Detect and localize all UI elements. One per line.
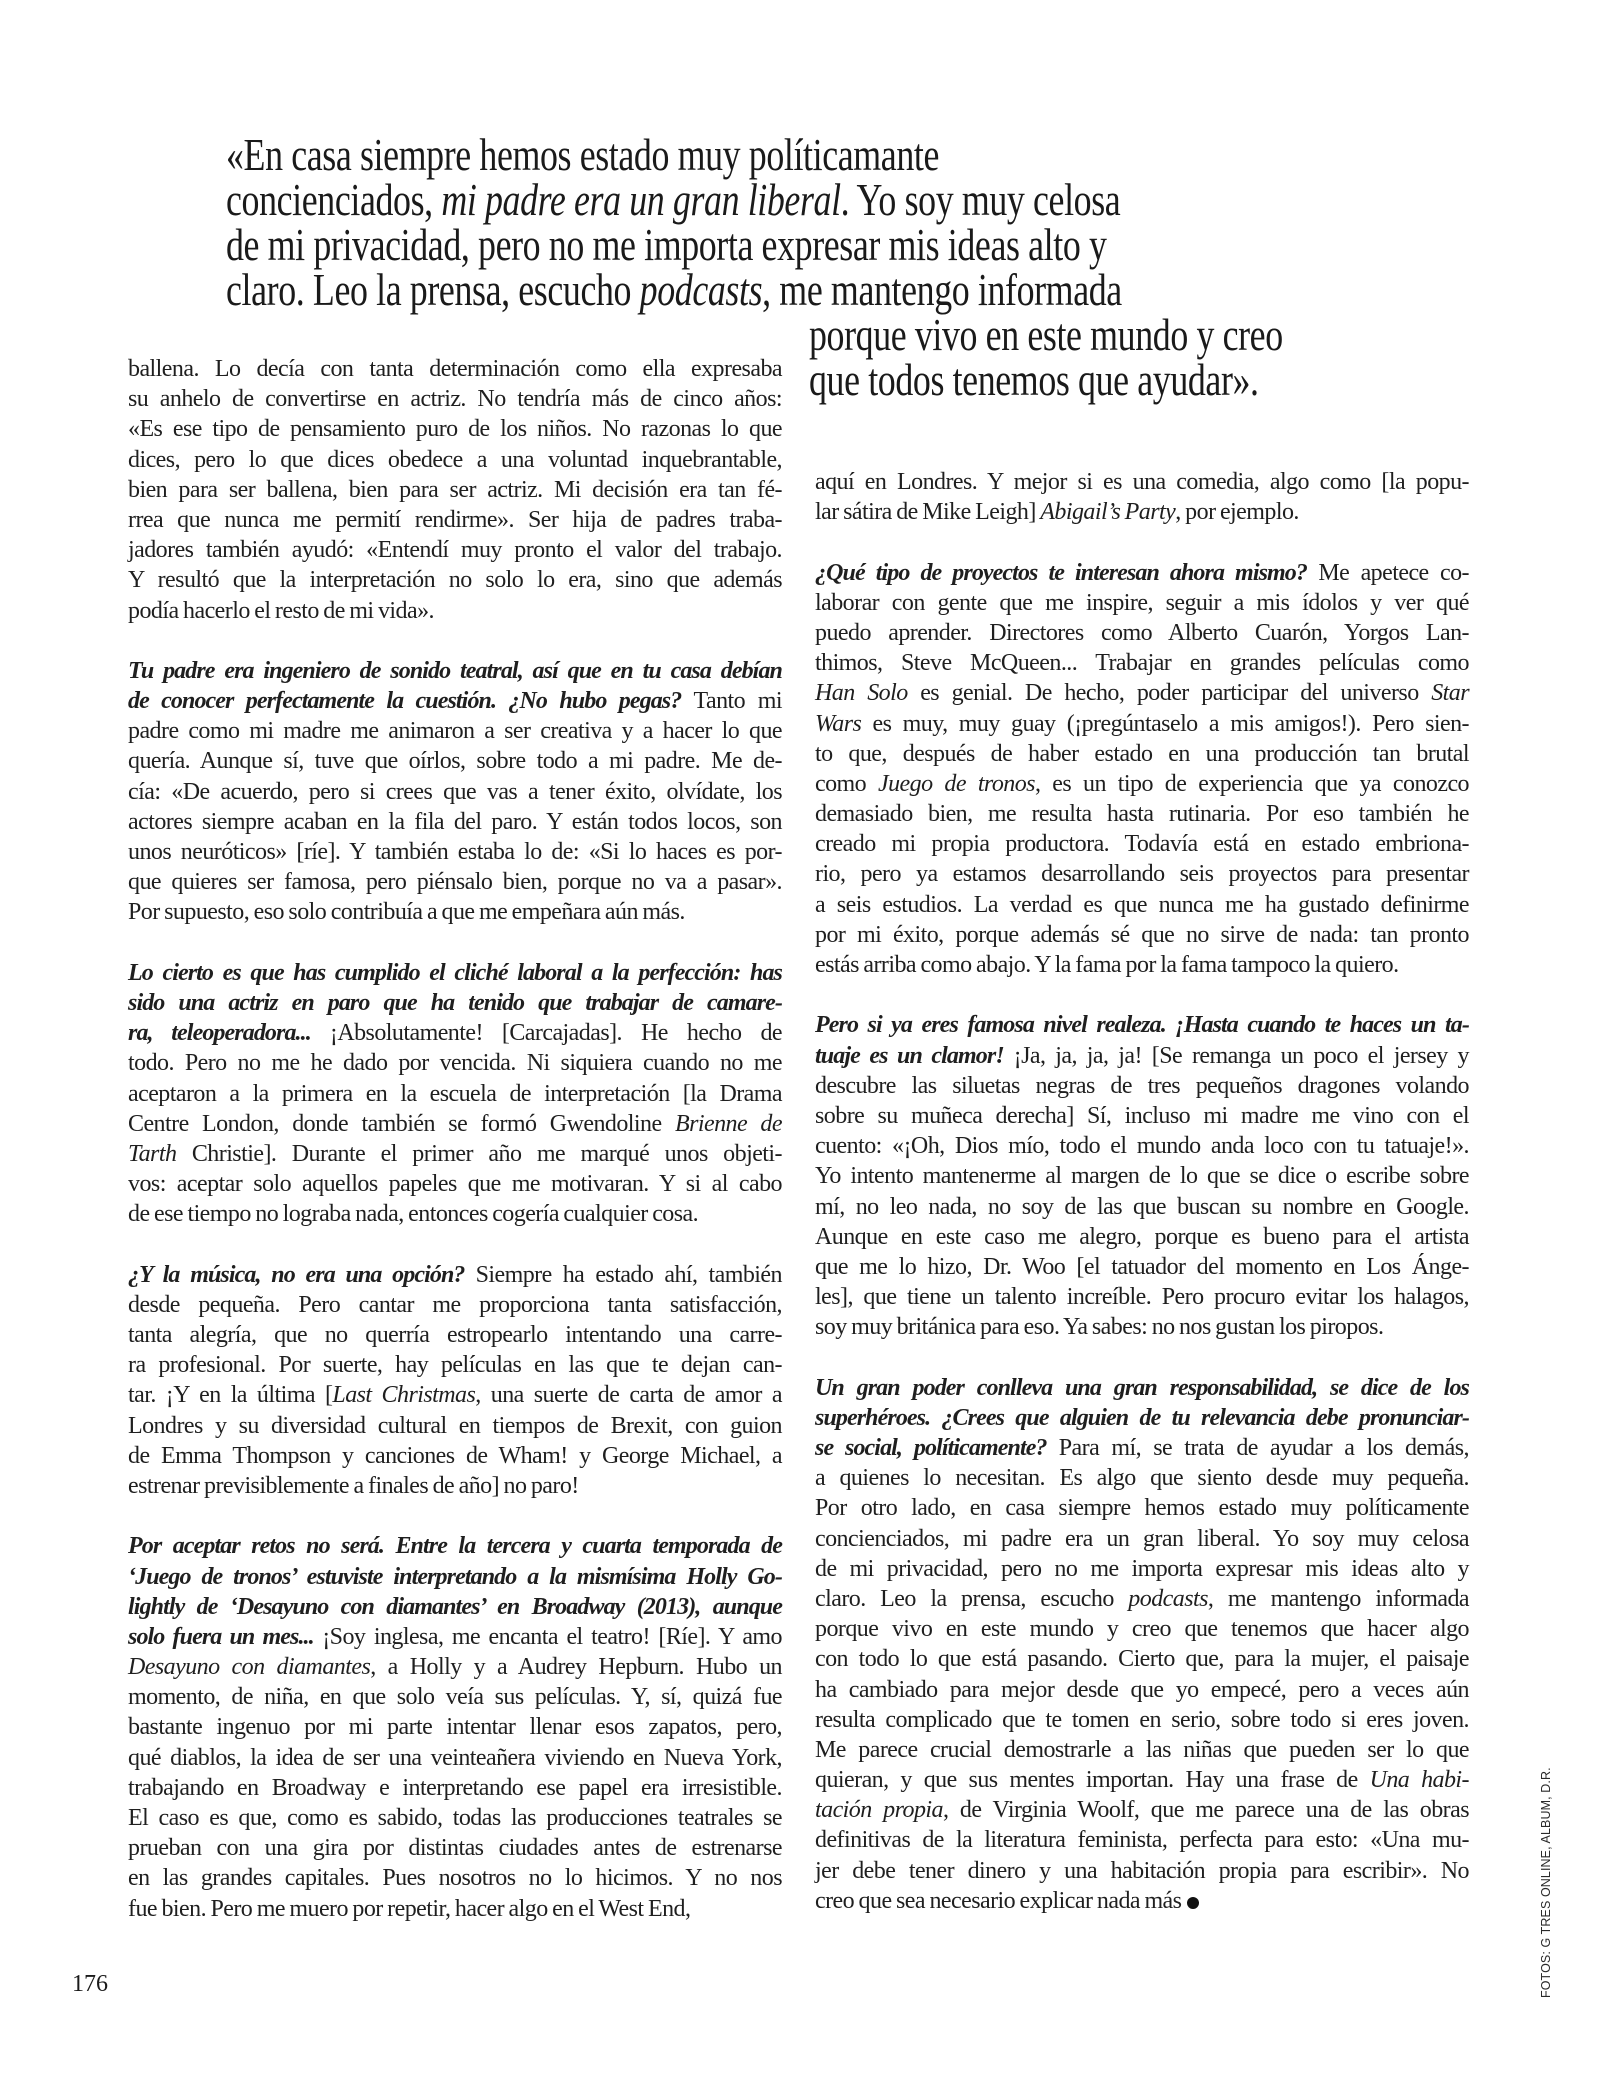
body-text: de mi privacidad, pero no me importa expresar mis ideas alto y [815, 1555, 1469, 1582]
text-line [128, 1079, 782, 1109]
text-line [815, 1403, 1469, 1433]
body-text: Yo intento mantenerme al margen de lo que se dice o escribe sobre [815, 1163, 1469, 1190]
body-text: , por ejemplo. [1175, 499, 1299, 526]
pull-quote-text: «En casa siempre hemos estado muy políticamante [226, 129, 940, 180]
body-text: Y resultó que la interpretación no solo lo era, sino que además [128, 567, 782, 594]
text-line [128, 1441, 782, 1471]
body-text: Tanto mi [681, 688, 782, 715]
text-line [128, 686, 782, 716]
pull-quote-text: que todos tenemos que ayudar». [809, 354, 1259, 405]
body-text: «Es ese tipo de pensamiento puro de los niños. No razonas lo que [128, 416, 782, 443]
interview-question-text: solo fuera un mes... [128, 1623, 314, 1650]
pull-quote-italic-text: podcasts [639, 264, 763, 315]
body-text: tar. ¡Y en la última [ [128, 1382, 333, 1409]
body-text: trabajando en Broadway e interpretando ese papel era irresistible. [128, 1774, 782, 1801]
text-line [128, 1471, 782, 1501]
text-line [128, 746, 782, 776]
body-text: Centre London, donde también se formó Gwendoline [128, 1110, 675, 1137]
text-line [128, 716, 782, 746]
text-line [815, 890, 1469, 920]
body-text: desde pequeña. Pero cantar me proporciona tanta satisfacción, [128, 1291, 782, 1318]
text-line [815, 920, 1469, 950]
text-line [128, 807, 782, 837]
body-text: qué diablos, la idea de ser una veinteañera viviendo en Nueva York, [128, 1744, 782, 1771]
text-line [128, 958, 782, 988]
text-line [128, 1773, 782, 1803]
interview-question-text: Por aceptar retos no será. Entre la tercera y cuarta temporada de [128, 1533, 782, 1560]
body-text: bastante ingenuo por mi parte intentar llenar esos zapatos, pero, [128, 1714, 782, 1741]
body-text: creo que sea necesario explicar nada más [815, 1887, 1182, 1914]
text-line [128, 1863, 782, 1893]
pull-quote-text: concienciados, [226, 174, 442, 225]
body-text: ra profesional. Por suerte, hay películas en las que te dejan can- [128, 1352, 782, 1379]
text-line [815, 1584, 1469, 1614]
text-line [815, 950, 1469, 980]
text-line [815, 1735, 1469, 1765]
text-line [128, 535, 782, 565]
body-text: thimos, Steve McQueen... Trabajar en grandes películas como [815, 650, 1469, 677]
text-line [128, 988, 782, 1018]
body-text: rrea que nunca me permití rendirme». Ser hija de padres traba- [128, 506, 782, 533]
body-text: demasiado bien, me resulta hasta rutinaria. Por eso también he [815, 801, 1469, 828]
body-text: de Emma Thompson y canciones de Wham! y George Michael, a [128, 1442, 782, 1469]
body-text: quieran, y que sus mentes importan. Hay una frase de [815, 1767, 1370, 1794]
body-text: porque vivo en este mundo y creo que tenemos que hacer algo [815, 1616, 1469, 1643]
text-line [128, 1169, 782, 1199]
body-text: , me mantengo informada [1207, 1585, 1469, 1612]
text-line [815, 1705, 1469, 1735]
italic-title-text: Una habi- [1369, 1767, 1469, 1794]
text-line [128, 1018, 782, 1048]
text-line [815, 799, 1469, 829]
italic-title-text: Desayuno con diamantes [128, 1654, 371, 1681]
text-line [815, 1795, 1469, 1825]
article-paragraph [815, 558, 1469, 981]
body-text: es genial. De hecho, poder participar del universo [907, 680, 1432, 707]
body-text: Me parece crucial demostrarle a las niñas que pueden ser lo que [815, 1736, 1469, 1763]
body-text: lar sátira de Mike Leigh] [815, 499, 1041, 526]
text-line [128, 1350, 782, 1380]
text-line [128, 1380, 782, 1410]
body-text: estrenar previsiblemente a finales de año] no paro! [128, 1472, 579, 1499]
text-line [128, 384, 782, 414]
body-text: ballena. Lo decía con tanta determinación como ella expresaba [128, 356, 782, 382]
body-text: to que, después de haber estado en una producción tan brutal [815, 740, 1469, 767]
text-line [815, 497, 1469, 527]
italic-title-text: tación propia [815, 1797, 943, 1824]
interview-question-text: Pero si ya eres famosa nivel realeza. ¡Hasta cuando te haces un ta- [815, 1012, 1469, 1039]
interview-question-text: se social, políticamente? [815, 1435, 1047, 1461]
pull-quote-line [226, 174, 1201, 225]
body-text: podía hacerlo el resto de mi vida». [128, 597, 434, 624]
text-line [128, 1109, 782, 1139]
text-line [815, 467, 1469, 497]
body-text: cuento: «¡Oh, Dios mío, todo el mundo anda loco con tu tatuaje!». [815, 1133, 1469, 1160]
body-text: , de Virginia Woolf, que me parece una de las obras [942, 1797, 1469, 1824]
interview-question-text: Tu padre era ingeniero de sonido teatral, así que en tu casa debían [128, 657, 782, 684]
text-line [128, 1562, 782, 1592]
pull-quote-line [809, 309, 1329, 360]
body-text: bien para ser ballena, bien para ser actriz. Mi decisión era tan fé- [128, 476, 782, 503]
text-line [128, 445, 782, 475]
text-line [815, 1222, 1469, 1252]
text-line [128, 837, 782, 867]
body-text: es muy, muy guay (¡pregúntaselo a mis amigos!). Pero sien- [861, 710, 1469, 737]
interview-question-text: ra, teleoperadora... [128, 1020, 311, 1047]
text-line [128, 1833, 782, 1863]
pull-quote-text: . Yo soy muy celosa [840, 174, 1121, 225]
body-text: con todo lo que está pasando. Cierto que, para la mujer, el paisaje [815, 1646, 1469, 1673]
body-text: tanta alegría, que no querría estropearlo intentando una carre- [128, 1322, 782, 1348]
body-text: soy muy británica para eso. Ya sabes: no nos gustan los piropos. [815, 1314, 1384, 1341]
body-text: Para mí, se trata de ayudar a los demás, [1046, 1435, 1469, 1461]
article-paragraph [128, 354, 782, 626]
text-line [815, 1765, 1469, 1795]
italic-title-text: Juego de tronos [877, 770, 1035, 797]
text-line [128, 1682, 782, 1712]
italic-title-text: Abigail’s Party [1040, 499, 1176, 526]
pull-quote-line [226, 219, 1201, 270]
text-line [815, 1010, 1469, 1040]
body-text: jadores también ayudó: «Entendí muy pronto el valor del trabajo. [128, 537, 782, 564]
text-line [815, 1131, 1469, 1161]
pull-quote-text: de mi privacidad, pero no me importa expresar mis ideas alto y [226, 219, 1107, 270]
pull-quote-text: claro. Leo la prensa, escucho [226, 264, 640, 315]
body-text: resulta complicado que te tomen en serio, sobre todo si eres joven. [815, 1706, 1469, 1733]
body-text: vos: aceptar solo aquellos papeles que me motivaran. Y si al cabo [128, 1171, 782, 1198]
body-text: Londres y su diversidad cultural en tiempos de Brexit, con guion [128, 1412, 782, 1439]
body-text: descubre las siluetas negras de tres pequeños dragones volando [815, 1072, 1469, 1099]
text-line [815, 709, 1469, 739]
text-line [128, 1290, 782, 1320]
pull-quote-line [809, 354, 1329, 405]
text-line [815, 1644, 1469, 1674]
article-paragraph [128, 1260, 782, 1502]
body-text: Por supuesto, eso solo contribuía a que me empeñara aún más. [128, 899, 685, 926]
pull-quote-line [226, 129, 1201, 180]
text-line [128, 1531, 782, 1561]
text-line [128, 596, 782, 626]
text-line [128, 1199, 782, 1229]
text-line [815, 1312, 1469, 1342]
text-line [128, 1652, 782, 1682]
text-line [815, 739, 1469, 769]
text-line [128, 777, 782, 807]
body-text: como [815, 770, 878, 797]
article-paragraph [815, 467, 1469, 527]
article-paragraph [815, 1010, 1469, 1342]
text-line [128, 354, 782, 384]
body-text: laborar con gente que me inspire, seguir a mis ídolos y ver qué [815, 589, 1469, 616]
body-text: estás arriba como abajo. Y la fama por la fama tampoco la quiero. [815, 952, 1399, 978]
interview-question-text: sido una actriz en paro que ha tenido que trabajar de camare- [128, 989, 782, 1016]
body-text: , a Holly y a Audrey Hepburn. Hubo un [370, 1654, 782, 1681]
body-text: unos neuróticos» [ríe]. Y también estaba lo de: «Si lo haces es por- [128, 839, 782, 865]
interview-question-text: lightly de ‘Desayuno con diamantes’ en Broadway (2013), aunque [128, 1593, 782, 1620]
interview-question-text: de conocer perfectamente la cuestión. ¿No hubo pegas? [128, 688, 682, 715]
body-text: padre como mi madre me animaron a ser creativa y a hacer lo que [128, 718, 782, 745]
text-line [815, 648, 1469, 678]
pull-quote-italic-text: mi padre era un gran liberal [441, 174, 841, 225]
interview-question-text: ¿Y la música, no era una opción? [128, 1261, 465, 1288]
body-text: a seis estudios. La verdad es que nunca me ha gustado definirme [815, 891, 1469, 918]
text-line [128, 505, 782, 535]
text-line [815, 859, 1469, 889]
text-line [815, 829, 1469, 859]
body-text: mí, no leo nada, no soy de las que buscan su nombre en Google. [815, 1193, 1469, 1220]
italic-title-text: Brienne de [674, 1110, 782, 1137]
text-line [815, 1614, 1469, 1644]
article-paragraph [128, 656, 782, 928]
text-line [128, 897, 782, 927]
body-text: ¡Absolutamente! [Carcajadas]. He hecho de [310, 1020, 782, 1047]
text-line [815, 1373, 1469, 1403]
body-text: Me apetece co- [1307, 559, 1469, 586]
text-line [128, 1743, 782, 1773]
text-line [815, 1675, 1469, 1705]
text-line [128, 475, 782, 505]
text-line [128, 1622, 782, 1652]
text-line [815, 1825, 1469, 1855]
text-line [128, 656, 782, 686]
text-line [128, 1592, 782, 1622]
body-text: aquí en Londres. Y mejor si es una comedia, algo como [la popu- [815, 469, 1469, 495]
photo-credit: FOTOS: G TRES ONLINE, ALBUM, D.R. [1539, 1767, 1553, 1998]
text-line [815, 1252, 1469, 1282]
text-line [128, 1320, 782, 1350]
text-line [128, 1712, 782, 1742]
article-paragraph [128, 958, 782, 1230]
italic-title-text: Star [1431, 680, 1469, 707]
body-text: , es un tipo de experiencia que ya conozco [1034, 770, 1470, 797]
body-text: dices, pero lo que dices obedece a una voluntad inquebrantable, [128, 446, 782, 473]
text-line [815, 1282, 1469, 1312]
text-line [128, 1260, 782, 1290]
body-text: fue bien. Pero me muero por repetir, hacer algo en el West End, [128, 1895, 691, 1922]
text-line [815, 558, 1469, 588]
text-line [128, 1048, 782, 1078]
interview-question-text: Un gran poder conlleva una gran responsabilidad, se dice de los [815, 1374, 1469, 1401]
text-line [128, 867, 782, 897]
text-line [128, 1411, 782, 1441]
body-text: jer debe tener dinero y una habitación propia para escribir». No [815, 1857, 1469, 1884]
body-text: Siempre ha estado ahí, también [464, 1261, 782, 1288]
text-line [815, 1041, 1469, 1071]
end-of-article-bullet-icon [1187, 1897, 1199, 1909]
interview-question-text: ¿Qué tipo de proyectos te interesan ahora mismo? [815, 559, 1308, 586]
article-paragraph [128, 1531, 782, 1923]
body-text: prueban con una gira por distintas ciudades antes de estrenarse [128, 1835, 782, 1862]
body-text: definitivas de la literatura feminista, perfecta para esto: «Una mu- [815, 1827, 1469, 1854]
text-line [815, 769, 1469, 799]
body-text: aceptaron a la primera en la escuela de interpretación [la Drama [128, 1080, 782, 1107]
interview-question-text: ‘Juego de tronos’ estuviste interpretando a la mismísima Holly Go- [128, 1563, 782, 1590]
text-line [128, 565, 782, 595]
text-line [815, 1101, 1469, 1131]
body-text: quería. Aunque sí, tuve que oírlos, sobre todo a mi padre. Me de- [128, 748, 782, 775]
text-line [128, 1139, 782, 1169]
body-text: Por otro lado, en casa siempre hemos estado muy políticamente [815, 1495, 1469, 1522]
italic-title-text: Last Christmas [332, 1382, 476, 1409]
text-line [815, 1886, 1469, 1916]
body-text: cía: «De acuerdo, pero si crees que vas a tener éxito, olvídate, los [128, 778, 782, 805]
body-text: El caso es que, como es sabido, todas las producciones teatrales se [128, 1805, 782, 1831]
body-text: de ese tiempo no lograba nada, entonces cogería cualquier cosa. [128, 1201, 699, 1228]
italic-title-text: Tarth [128, 1140, 177, 1167]
text-line [815, 1463, 1469, 1493]
article-column-right [815, 467, 1469, 1946]
body-text: todo. Pero no me he dado por vencida. Ni siquiera cuando no me [128, 1050, 782, 1077]
text-line [815, 1433, 1469, 1463]
text-line [815, 1856, 1469, 1886]
body-text: por mi éxito, porque además sé que no sirve de nada: tan pronto [815, 921, 1469, 948]
body-text: puedo aprender. Directores como Alberto Cuarón, Yorgos Lan- [815, 619, 1469, 646]
italic-title-text: Han Solo [815, 680, 908, 707]
text-line [815, 1524, 1469, 1554]
body-text: claro. Leo la prensa, escucho [815, 1585, 1129, 1612]
interview-question-text: tuaje es un clamor! [815, 1042, 1004, 1069]
body-text: en las grandes capitales. Pues nosotros no lo hicimos. Y no nos [128, 1865, 782, 1892]
pull-quote-text: porque vivo en este mundo y creo [809, 309, 1283, 360]
text-line [128, 1894, 782, 1924]
body-text: Christie]. Durante el primer año me marqué unos objeti- [176, 1140, 782, 1167]
body-text: creado mi propia productora. Todavía está en estado embriona- [815, 831, 1469, 858]
body-text: ¡Soy inglesa, me encanta el teatro! [Ríe]. Y amo [313, 1623, 782, 1650]
body-text: ¡Ja, ja, ja, ja! [Se remanga un poco el jersey y [1003, 1042, 1470, 1069]
text-line [815, 618, 1469, 648]
body-text: ha cambiado para mejor desde que yo empecé, pero a veces aún [815, 1676, 1469, 1703]
italic-title-text: Wars [815, 710, 862, 737]
text-line [815, 1071, 1469, 1101]
body-text: momento, de niña, en que solo veía sus películas. Y, sí, quizá fue [128, 1684, 782, 1711]
text-line [128, 1803, 782, 1833]
body-text: su anhelo de convertirse en actriz. No tendría más de cinco años: [128, 386, 782, 413]
text-line [815, 678, 1469, 708]
page-number: 176 [72, 1971, 108, 1997]
text-line [815, 1192, 1469, 1222]
text-line [815, 1161, 1469, 1191]
body-text: a quienes lo necesitan. Es algo que siento desde muy pequeña. [815, 1465, 1469, 1492]
article-column-left [128, 354, 782, 1954]
body-text: actores siempre acaban en la fila del paro. Y están todos locos, son [128, 808, 782, 835]
interview-question-text: superhéroes. ¿Crees que alguien de tu relevancia debe pronunciar- [815, 1404, 1469, 1431]
body-text: que me lo hizo, Dr. Woo [el tatuador del momento en Los Ánge- [815, 1253, 1469, 1280]
body-text: rio, pero ya estamos desarrollando seis proyectos para presentar [815, 861, 1469, 888]
body-text: concienciados, mi padre era un gran liberal. Yo soy muy celosa [815, 1525, 1469, 1552]
pull-quote-line [226, 264, 1201, 315]
body-text: Aunque en este caso me alegro, porque es bueno para el artista [815, 1223, 1469, 1250]
article-paragraph [815, 1373, 1469, 1916]
text-line [815, 1493, 1469, 1523]
body-text: sobre su muñeca derecha] Sí, incluso mi madre me vino con el [815, 1102, 1469, 1129]
text-line [815, 588, 1469, 618]
body-text: , una suerte de carta de amor a [475, 1382, 782, 1409]
text-line [128, 414, 782, 444]
italic-title-text: podcasts [1128, 1585, 1208, 1612]
body-text: que quieres ser famosa, pero piénsalo bien, porque no va a pasar». [128, 869, 782, 896]
text-line [815, 1554, 1469, 1584]
interview-question-text: Lo cierto es que has cumplido el cliché laboral a la perfección: has [128, 959, 782, 986]
body-text: les], que tiene un talento increíble. Pero procuro evitar los halagos, [815, 1284, 1469, 1311]
pull-quote-text: , me mantengo informada [762, 264, 1122, 315]
